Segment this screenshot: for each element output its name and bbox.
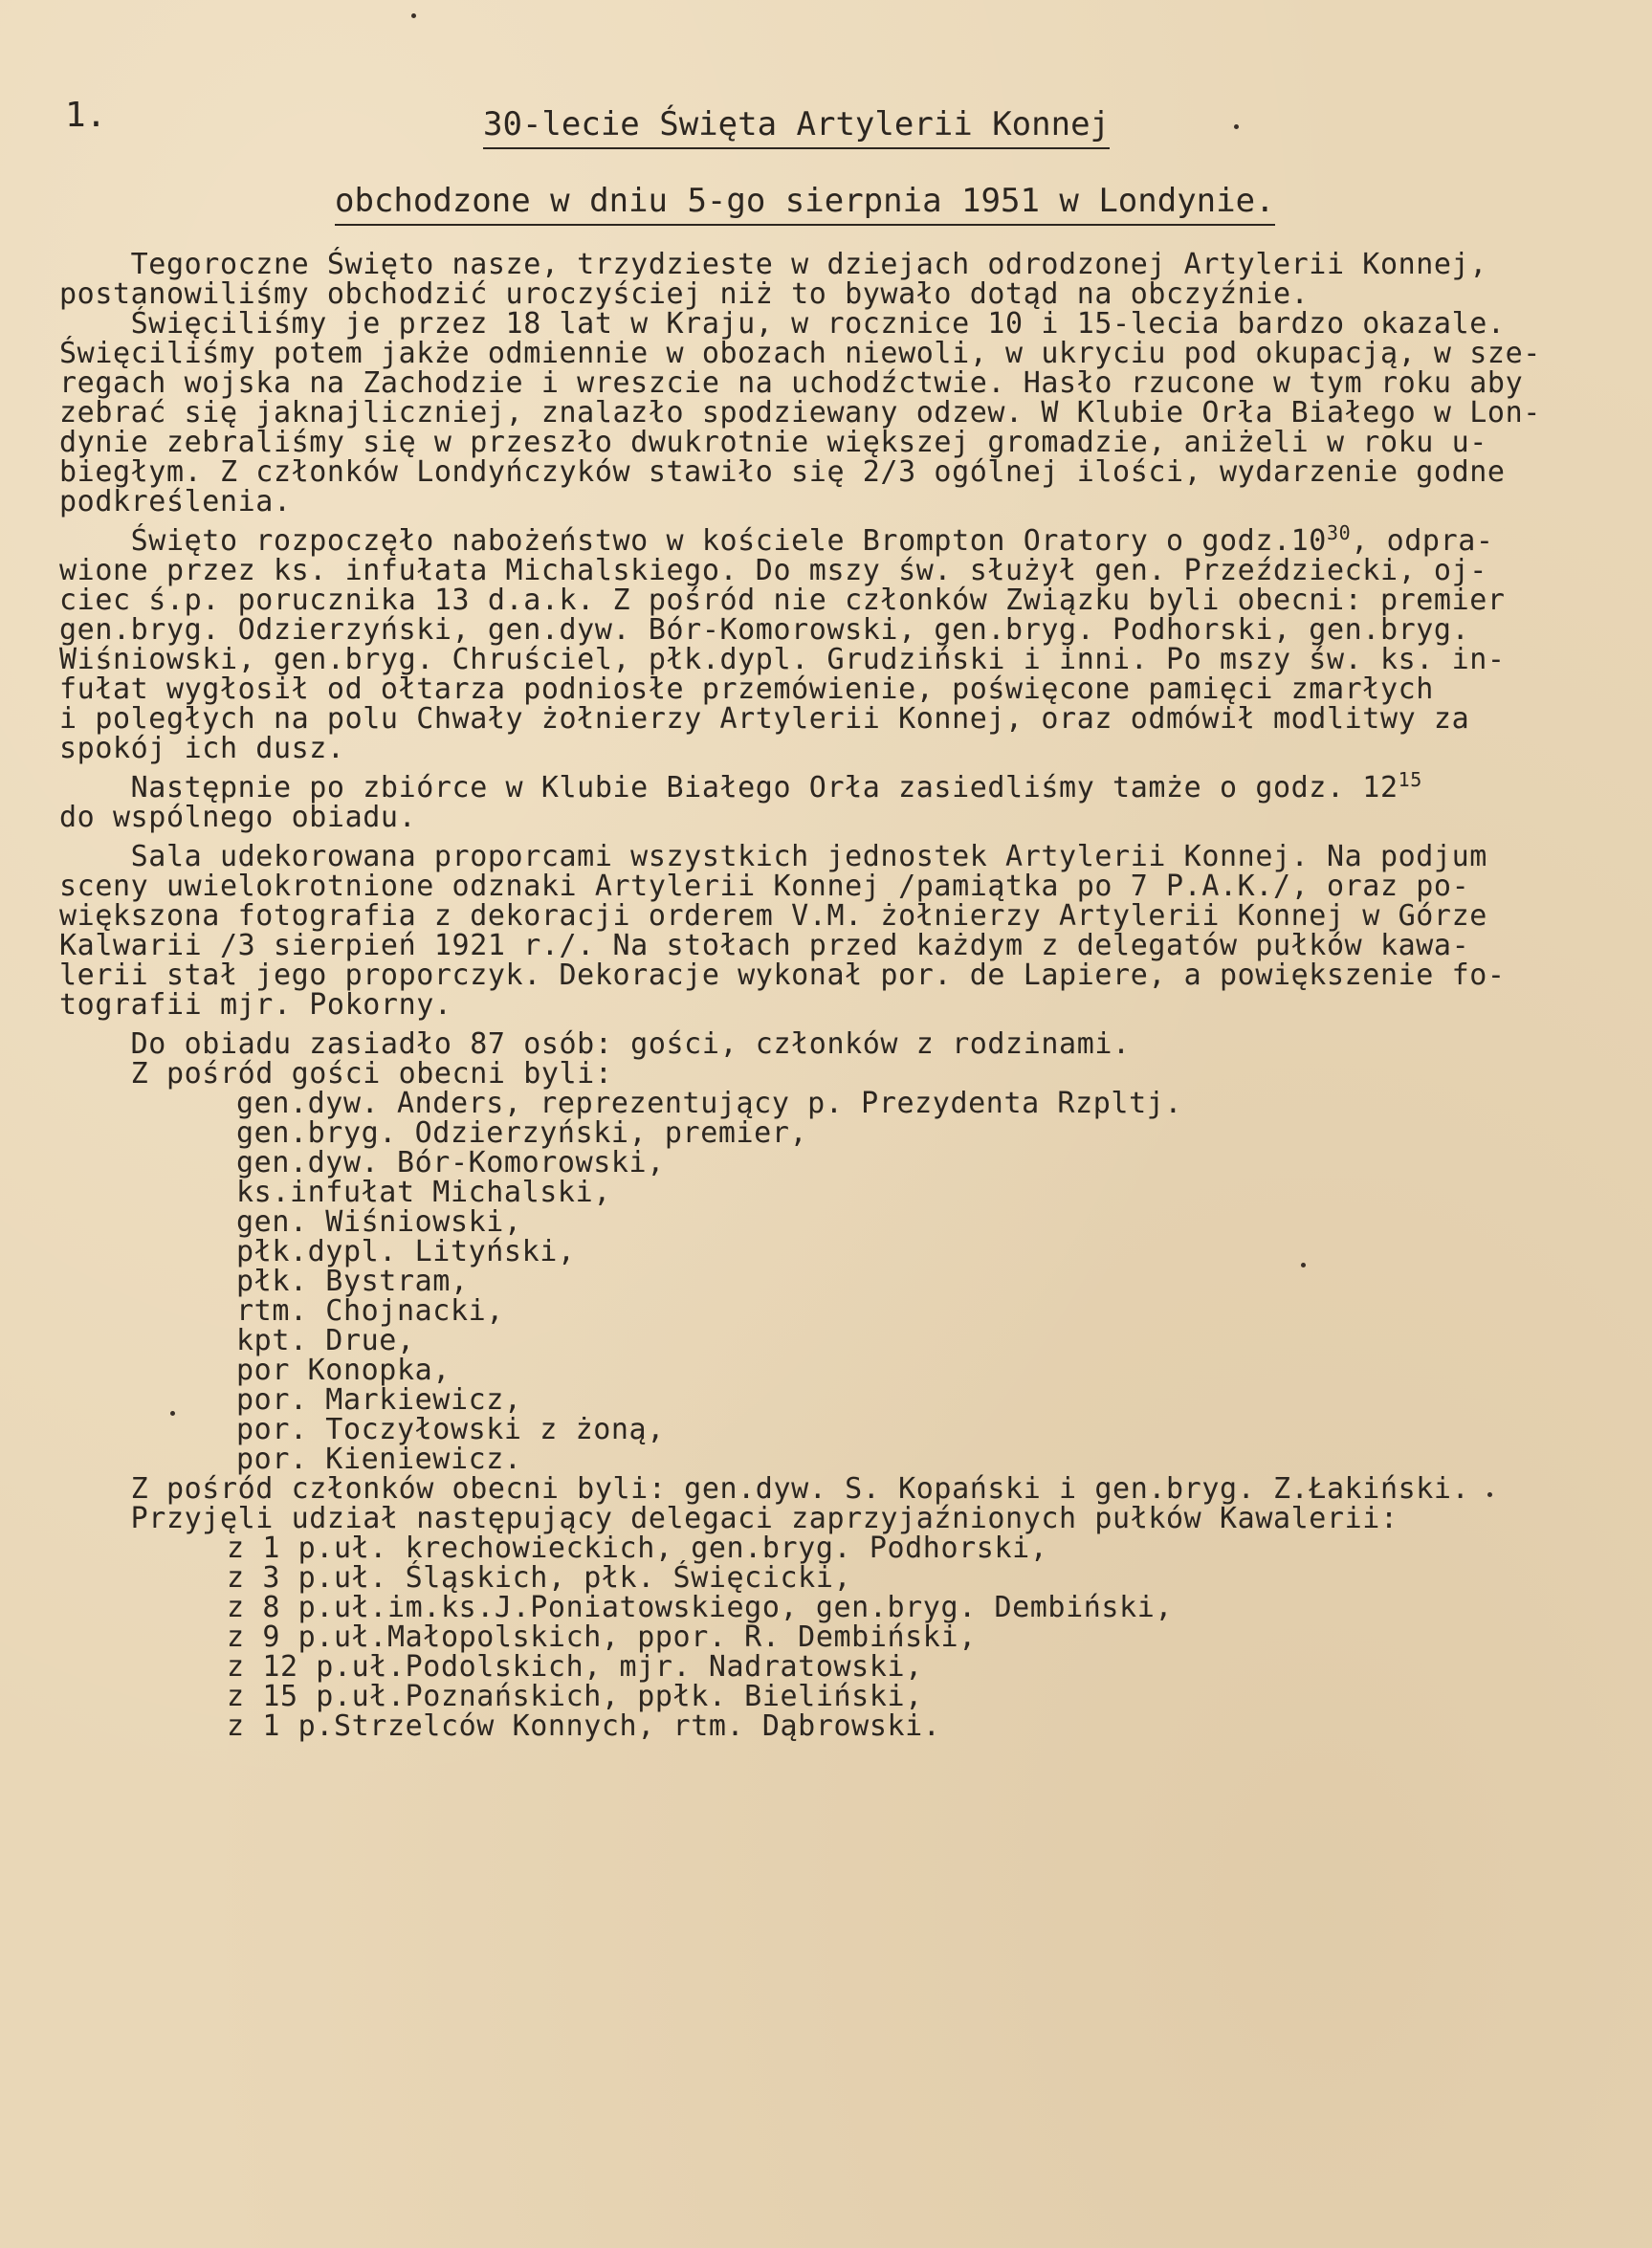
list-item: gen.dyw. Bór-Komorowski,: [236, 1146, 665, 1179]
list-item: z 9 p.uł.Małopolskich, ppor. R. Dembiński,: [227, 1620, 977, 1654]
paragraph-1: [59, 248, 1609, 311]
list-item: ks.infułat Michalski,: [236, 1176, 611, 1209]
text-line: [59, 768, 1609, 804]
list-item: płk.dypl. Lityński,: [236, 1235, 576, 1268]
document-subtitle: [335, 182, 1406, 220]
list-item: płk. Bystram,: [236, 1265, 469, 1298]
time-superscript: 30: [1326, 521, 1352, 544]
list-item: rtm. Chojnacki,: [236, 1294, 504, 1328]
paragraph-7: Z pośród gości obecni byli:: [59, 1057, 613, 1091]
delegate-list: [59, 1534, 1609, 1742]
text-line: Przyjęli udział następujący delegaci zaprzyjaźnionych pułków Kawalerii:: [59, 1502, 1399, 1535]
text-line: Święciliśmy potem jakże odmiennie w obozach niewoli, w ukryciu pod okupacją, w sze-: [59, 337, 1541, 370]
text-line: Wiśniowski, gen.bryg. Chruściel, płk.dypl. Grudziński i inni. Po mszy św. ks. in-: [59, 643, 1506, 676]
paper-speck: [170, 1411, 175, 1416]
text-segment: , odpra-: [1351, 524, 1494, 558]
text-line: wione przez ks. infułata Michalskiego. Do mszy św. służył gen. Przeździecki, oj-: [59, 554, 1487, 587]
text-line: większona fotografia z dekoracji orderem V.M. żołnierzy Artylerii Konnej w Górze: [59, 899, 1487, 933]
text-line: [59, 521, 1609, 558]
paper-speck: [1301, 1263, 1306, 1267]
list-item: z 1 p.uł. krechowieckich, gen.bryg. Podhorski,: [227, 1532, 1048, 1565]
paragraph-8: [59, 1472, 1609, 1535]
list-item: por. Kieniewicz.: [236, 1443, 522, 1476]
paper-speck: [1234, 124, 1239, 129]
text-line: dynie zebraliśmy się w przeszło dwukrotnie większej gromadzie, aniżeli w roku u-: [59, 426, 1487, 459]
document-body: [59, 248, 1609, 1743]
text-line: spokój ich dusz.: [59, 732, 345, 765]
text-segment: Następnie po zbiórce w Klubie Białego Orła zasiedliśmy tamże o godz. 12: [59, 771, 1399, 804]
list-item: por. Markiewicz,: [236, 1383, 522, 1417]
text-line: postanowiliśmy obchodzić uroczyściej niż to bywało dotąd na obczyźnie.: [59, 277, 1310, 311]
text-line: Kalwarii /3 sierpień 1921 r./. Na stołach przed każdym z delegatów pułków kawa-: [59, 929, 1470, 962]
text-line: sceny uwielokrotnione odznaki Artylerii Konnej /pamiątka po 7 P.A.K./, oraz po-: [59, 870, 1470, 903]
document-title: [483, 105, 1554, 143]
list-item: z 15 p.uł.Poznańskich, ppłk. Bieliński,: [227, 1680, 923, 1713]
paper-speck: [411, 13, 416, 18]
list-item: z 1 p.Strzelców Konnych, rtm. Dąbrowski.: [227, 1709, 941, 1743]
paper-speck: [1487, 1492, 1492, 1497]
list-item: gen.bryg. Odzierzyński, premier,: [236, 1116, 808, 1150]
list-item: por Konopka,: [236, 1354, 451, 1387]
document-subtitle-text: obchodzone w dniu 5-go sierpnia 1951 w Londynie.: [335, 182, 1275, 226]
text-line: Święciliśmy je przez 18 lat w Kraju, w rocznice 10 i 15-lecia bardzo okazale.: [59, 307, 1506, 341]
text-line: gen.bryg. Odzierzyński, gen.dyw. Bór-Komorowski, gen.bryg. Podhorski, gen.bryg.: [59, 613, 1470, 647]
text-line: podkreślenia.: [59, 485, 292, 518]
text-line: Z pośród członków obecni byli: gen.dyw. S. Kopański i gen.bryg. Z.Łakiński.: [59, 1472, 1470, 1506]
text-line: ciec ś.p. porucznika 13 d.a.k. Z pośród nie członków Związku byli obecni: premier: [59, 584, 1506, 617]
list-item: gen. Wiśniowski,: [236, 1205, 522, 1239]
paragraph-5: [59, 840, 1609, 1022]
text-line: regach wojska na Zachodzie i wreszcie na uchodźctwie. Hasło rzucone w tym roku aby: [59, 366, 1524, 400]
paragraph-4: [59, 768, 1609, 834]
text-line: fułat wygłosił od ołtarza podniosłe przemówienie, poświęcone pamięci zmarłych: [59, 672, 1434, 706]
page-number: 1.: [65, 96, 107, 135]
list-item: z 12 p.uł.Podolskich, mjr. Nadratowski,: [227, 1650, 923, 1684]
paragraph-6: Do obiadu zasiadło 87 osób: gości, członków z rodzinami.: [59, 1027, 1131, 1061]
text-line: lerii stał jego proporczyk. Dekoracje wykonał por. de Lapiere, a powiększenie fo-: [59, 959, 1506, 992]
document-title-text: 30-lecie Święta Artylerii Konnej: [483, 105, 1110, 149]
text-line: biegłym. Z członków Londyńczyków stawiło się 2/3 ogólnej ilości, wydarzenie godne: [59, 455, 1506, 489]
time-superscript: 15: [1398, 768, 1422, 791]
list-item: kpt. Drue,: [236, 1324, 415, 1357]
list-item: gen.dyw. Anders, reprezentujący p. Prezydenta Rzpltj.: [236, 1087, 1183, 1120]
guest-list: [59, 1087, 1609, 1476]
text-line: i poległych na polu Chwały żołnierzy Artylerii Konnej, oraz odmówił modlitwy za: [59, 702, 1470, 736]
text-line: tografii mjr. Pokorny.: [59, 988, 452, 1022]
list-item: por. Toczyłowski z żoną,: [236, 1413, 665, 1446]
paragraph-2: [59, 307, 1609, 518]
list-item: z 3 p.uł. Śląskich, płk. Święcicki,: [227, 1561, 852, 1595]
text-segment: Święto rozpoczęło nabożeństwo w kościele Brompton Oratory o godz.10: [59, 524, 1327, 558]
text-line: Tegoroczne Święto nasze, trzydzieste w dziejach odrodzonej Artylerii Konnej,: [59, 248, 1487, 281]
text-line: zebrać się jaknajliczniej, znalazło spodziewany odzew. W Klubie Orła Białego w Lon-: [59, 396, 1541, 430]
paragraph-3: [59, 521, 1609, 765]
text-line: Sala udekorowana proporcami wszystkich jednostek Artylerii Konnej. Na podjum: [59, 840, 1487, 873]
text-line: do wspólnego obiadu.: [59, 801, 417, 834]
list-item: z 8 p.uł.im.ks.J.Poniatowskiego, gen.bryg. Dembiński,: [227, 1591, 1174, 1624]
